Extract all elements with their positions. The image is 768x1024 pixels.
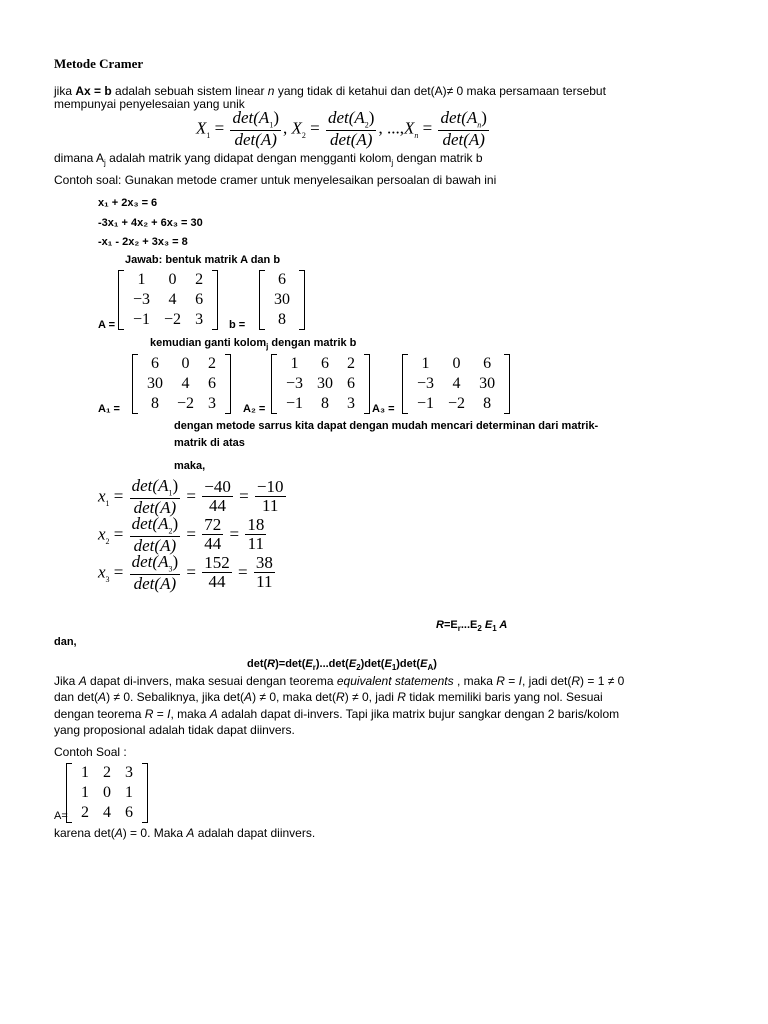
r-equation: $R=E_r...E_2$ $E_1$ A [436, 619, 508, 634]
label-A: A = [98, 319, 116, 331]
matrix-A1: 6 0 2 30 4 6 8 −2 3 [132, 354, 231, 417]
equation-3: -x₁ - 2x₂ + 3x₃ = 8 [98, 236, 188, 248]
sarrus-line-1: dengan metode sarrus kita dapat dengan mudah mencari determinan dari matrik- [174, 420, 599, 432]
matrix-A: 1 0 2 −3 4 6 −1 −2 3 [118, 270, 218, 333]
label-A3: A₃ = [372, 403, 395, 415]
contoh-soal-2: Contoh Soal : [54, 745, 127, 759]
fraction-x1: $\frac{\det(A_1)}{\det(A)}$ [232, 108, 279, 149]
solution-x3: $x_3$ = $\frac{\det(A_3)}{\det(A)}$ = $\frac{152}{44}$ = $\frac{38}{11}$ [98, 552, 273, 593]
intro-line-1: jika Ax = b adalah sebuah sistem linear n yang tidak di ketahui dan det(A)≠ 0 maka persamaan tersebut [54, 84, 606, 98]
dimana-line: dimana $A_j$ adalah matrik yang didapat dengan mengganti kolom$_j$ dengan matrik b [54, 151, 483, 168]
contoh-soal-heading: Contoh soal: Gunakan metode cramer untuk menyelesaikan persoalan di bawah ini [54, 173, 497, 187]
paragraph-line-3: dengan teorema R = I, maka A adalah dapat di-invers. Tapi jika matrix bujur sangkar dengan 2 baris/kolom [54, 707, 620, 721]
det-equation: $\det(R)=\det(E_r)...\det(E_2)\det(E_1)\det(E_A)$ [247, 658, 437, 673]
page-title: Metode Cramer [54, 56, 144, 71]
maka-line: maka, [174, 460, 206, 472]
matrix-A2: 1 6 2 −3 30 6 −1 8 3 [271, 354, 370, 417]
karena-line: karena det(A) = 0. Maka A adalah dapat diinvers. [54, 826, 316, 840]
solution-x2: $x_2$ = $\frac{\det(A_2)}{\det(A)}$ = $\frac{72}{44}$ = $\frac{18}{11}$ [98, 514, 265, 555]
paragraph-line-1: Jika A dapat di-invers, maka sesuai dengan teorema equivalent statements , maka R = I, jadi det(R) = 1 ≠ 0 [54, 674, 625, 688]
dan-line: dan, [54, 636, 77, 648]
label-A-example: A= [54, 810, 68, 822]
label-b: b = [229, 319, 246, 331]
matrix-example: 1 2 3 1 0 1 2 4 6 [66, 763, 148, 826]
matrix-b: 6 30 8 [259, 270, 305, 333]
matrix-A3: 1 0 6 −3 4 30 −1 −2 8 [402, 354, 510, 417]
fraction-x2: $\frac{\det(A_2)}{\det(A)}$ [327, 108, 375, 149]
fraction-xn: $\frac{\det(A_n)}{\det(A)}$ [440, 108, 487, 149]
kemudian-line: kemudian ganti kolom$_j$ dengan matrik b [150, 337, 357, 352]
sarrus-line-2: matrik di atas [174, 437, 245, 449]
equation-2: -3x₁ + 4x₂ + 6x₃ = 30 [98, 217, 203, 229]
solution-x1: $x_1$ = $\frac{\det(A_1)}{\det(A)}$ = $\frac{-40}{44}$ = $\frac{-10}{11}$ [98, 476, 284, 517]
intro-line-2: mempunyai penyelesaian yang unik [54, 97, 245, 111]
cramer-formula: $X_1$ = $\frac{\det(A_1)}{\det(A)}$ , $X_2$ = $\frac{\det(A_2)}{\det(A)}$ , $...,X_n$ = $\frac{\det(A_n)}{\det(A)}$ [196, 108, 487, 149]
label-A1: A₁ = [98, 403, 120, 415]
label-A2: A₂ = [243, 403, 266, 415]
jawab-line: Jawab: bentuk matrik A dan b [125, 254, 281, 266]
paragraph-line-2: dan det(A) ≠ 0. Sebaliknya, jika det(A) ≠ 0, maka det(R) ≠ 0, jadi R tidak memiliki baris yang nol. Sesuai [54, 690, 603, 704]
paragraph-line-4: yang proposional adalah tidak dapat diinvers. [54, 723, 295, 737]
equation-1: x₁ + 2x₃ = 6 [98, 197, 158, 209]
